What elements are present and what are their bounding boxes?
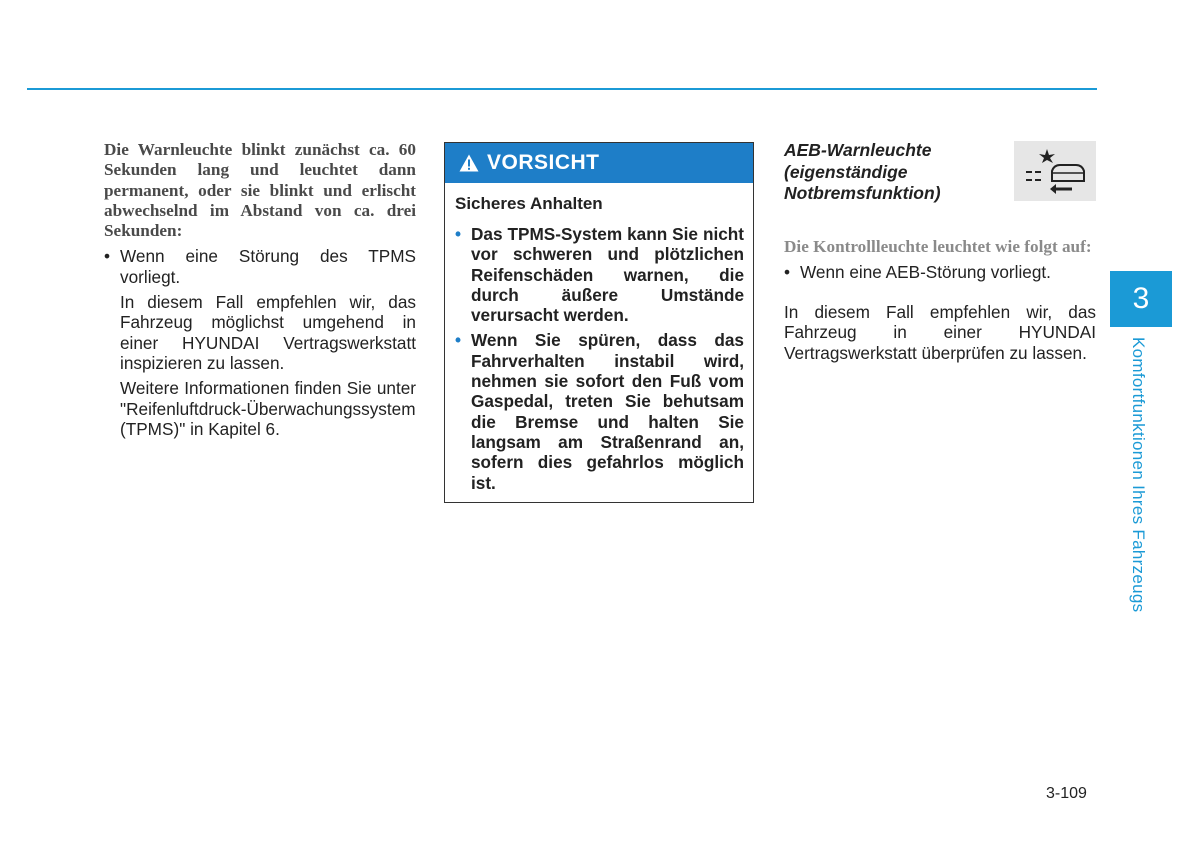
caution-body	[445, 183, 753, 493]
bullet-dot: •	[455, 224, 462, 244]
list-item	[455, 330, 744, 492]
paragraph: In diesem Fall empfehlen wir, das Fahrzeug möglichst umgehend in einer HYUNDAI Vertragswerkstatt inspizieren zu lassen.	[120, 292, 416, 373]
caution-header	[445, 143, 753, 183]
paragraph: In diesem Fall empfehlen wir, das Fahrzeug in einer HYUNDAI Vertragswerkstatt überprüfen zu lassen.	[784, 302, 1096, 363]
list-item	[104, 246, 416, 287]
caution-title: VORSICHT	[487, 151, 600, 174]
top-rule	[27, 88, 1097, 90]
list-item	[784, 262, 1096, 282]
caution-box	[444, 142, 754, 503]
paragraph: Weitere Informationen finden Sie unter "Reifenluftdruck-Überwachungssystem (TPMS)" in Kapitel 6.	[120, 378, 416, 439]
caution-subtitle: Sicheres Anhalten	[455, 194, 603, 213]
caution-item-text: Das TPMS-System kann Sie nicht vor schweren und plötzlichen Reifenschäden warnen, die durch äußere Umstände verursacht werden.	[471, 224, 744, 326]
list-item	[455, 224, 744, 325]
lead-text: Die Kontrollleuchte leuchtet wie folgt auf:	[784, 236, 1092, 256]
chapter-number: 3	[1132, 282, 1150, 315]
left-column	[104, 140, 416, 439]
bullet-dot: •	[104, 246, 111, 267]
bullet-text: Wenn eine Störung des TPMS vorliegt.	[120, 246, 416, 287]
section-title: AEB-Warnleuchte (eigenständige Notbremsfunktion)	[784, 140, 941, 203]
aeb-warning-icon	[1014, 141, 1096, 201]
caution-item-text: Wenn Sie spüren, dass das Fahrverhalten instabil wird, nehmen sie sofort den Fuß vom Gaspedal, treten Sie behutsam die Bremse und halten Sie langsam am Straßenrand an, sofern dies gefahrlos möglich ist.	[471, 330, 744, 493]
bullet-text: Wenn eine AEB-Störung vorliegt.	[800, 261, 1051, 282]
bullet-dot: •	[784, 261, 791, 282]
page-number: 3-109	[1046, 785, 1087, 802]
intro-text: Die Warnleuchte blinkt zunächst ca. 60 Sekunden lang und leuchtet dann permanent, oder sie blinkt und erlischt abwechselnd im Abstand von ca. drei Sekunden:	[104, 140, 416, 241]
chapter-tab	[1110, 271, 1172, 327]
chapter-title: Komfortfunktionen Ihres Fahrzeugs	[1129, 337, 1148, 613]
bullet-dot: •	[455, 330, 462, 351]
warning-triangle-icon	[459, 154, 479, 172]
